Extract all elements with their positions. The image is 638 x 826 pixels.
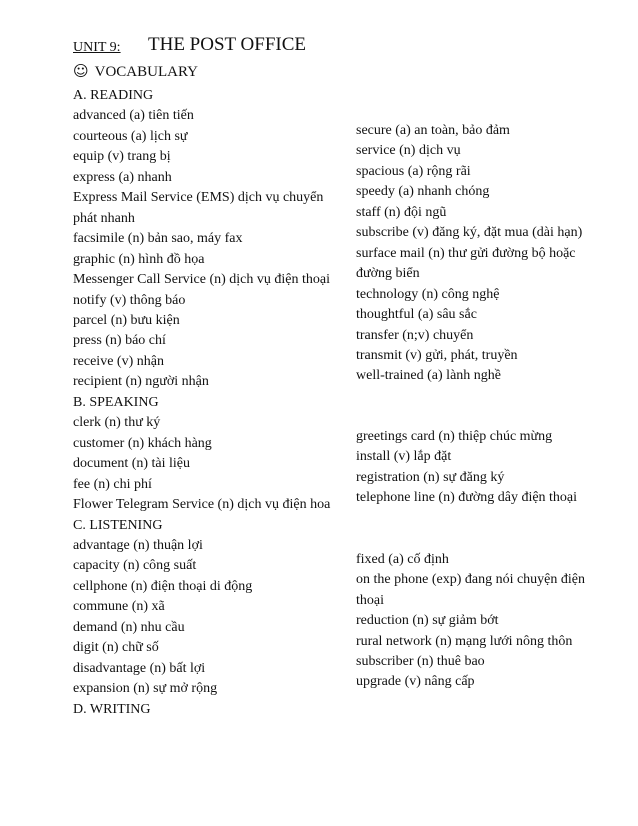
vocab-entry: rural network (n) mạng lưới nông thôn [356,633,573,649]
vocab-entry: capacity (n) công suất [73,558,197,574]
vocab-entry: thoughtful (a) sâu sắc [356,307,477,323]
vocab-entry: courteous (a) lịch sự [73,128,188,144]
vocab-entry: fixed (a) cố định [356,551,449,567]
vocab-entry: reduction (n) sự giảm bớt [356,613,499,629]
vocab-entry: install (v) lắp đặt [356,449,452,465]
vocab-entry: facsimile (n) bản sao, máy fax [73,231,243,247]
vocab-entry: expansion (n) sự mở rộng [73,681,218,697]
vocab-entry: Flower Telegram Service (n) dịch vụ điện hoa [73,497,331,513]
vocab-entry: express (a) nhanh [73,169,172,185]
vocab-entry: recipient (n) người nhận [73,374,209,390]
vocab-entry: disadvantage (n) bất lợi [73,660,206,676]
section-heading-listening: C. LISTENING [73,517,163,533]
section-heading-writing: D. WRITING [73,701,151,717]
vocab-entry: demand (n) nhu cầu [73,619,185,635]
vocab-entry: speedy (a) nhanh chóng [356,184,490,200]
section-heading-speaking: B. SPEAKING [73,394,159,410]
vocab-entry: fee (n) chi phí [73,476,152,492]
vocab-entry: notify (v) thông báo [73,292,186,308]
vocab-entry: spacious (a) rộng rãi [356,163,471,179]
vocabulary-label: VOCABULARY [94,64,198,80]
vocab-entry: subscriber (n) thuê bao [356,653,485,669]
vocab-entry: registration (n) sự đăng ký [356,469,505,485]
vocab-entry: clerk (n) thư ký [73,415,161,431]
vocab-entry: customer (n) khách hàng [73,435,212,451]
vocab-entry: transmit (v) gửi, phát, truyền [356,347,518,363]
vocab-entry: secure (a) an toàn, bảo đảm [356,123,510,138]
vocab-entry: Messenger Call Service (n) dịch vụ điện thoại [73,272,330,288]
smiley-icon: ☺ [73,62,89,80]
vocab-entry: staff (n) đội ngũ [356,204,447,220]
vocab-entry: Express Mail Service (EMS) dịch vụ chuyển phát nhanh [73,190,324,226]
vocab-entry: document (n) tài liệu [73,456,191,472]
vocab-entry: advantage (n) thuận lợi [73,537,203,553]
vocab-entry: service (n) dịch vụ [356,143,461,159]
vocab-entry: surface mail (n) thư gửi đường bộ hoặc đường biển [356,245,576,282]
group-spacer [356,387,596,427]
vocab-entry: cellphone (n) điện thoại di động [73,578,253,594]
vocab-entry: technology (n) công nghệ [356,286,500,302]
left-column [73,86,343,720]
right-column [356,121,596,693]
vocab-entry: advanced (a) tiên tiến [73,108,194,124]
unit-label: UNIT 9: [73,40,121,55]
group-spacer [356,509,596,550]
vocab-entry: upgrade (v) nâng cấp [356,674,475,690]
vocab-entry: digit (n) chữ số [73,640,159,656]
vocab-entry: telephone line (n) đường dây điện thoại [356,490,578,506]
vocab-entry: greetings card (n) thiệp chúc mừng [356,428,553,444]
vocab-entry: parcel (n) bưu kiện [73,312,180,328]
vocab-entry: press (n) báo chí [73,333,166,349]
vocab-entry: commune (n) xã [73,599,165,615]
vocab-entry: on the phone (exp) đang nói chuyện điện thoại [356,572,585,608]
unit-title: THE POST OFFICE [148,34,307,55]
vocab-entry: graphic (n) hình đồ họa [73,251,205,267]
vocabulary-heading [73,62,198,81]
vocab-entry: receive (v) nhận [73,353,164,369]
section-heading-reading: A. READING [73,88,154,103]
vocab-entry: equip (v) trang bị [73,149,171,165]
vocab-entry: subscribe (v) đăng ký, đặt mua (dài hạn) [356,225,583,241]
vocab-entry: well-trained (a) lành nghề [356,368,501,384]
vocab-entry: transfer (n;v) chuyển [356,327,474,343]
